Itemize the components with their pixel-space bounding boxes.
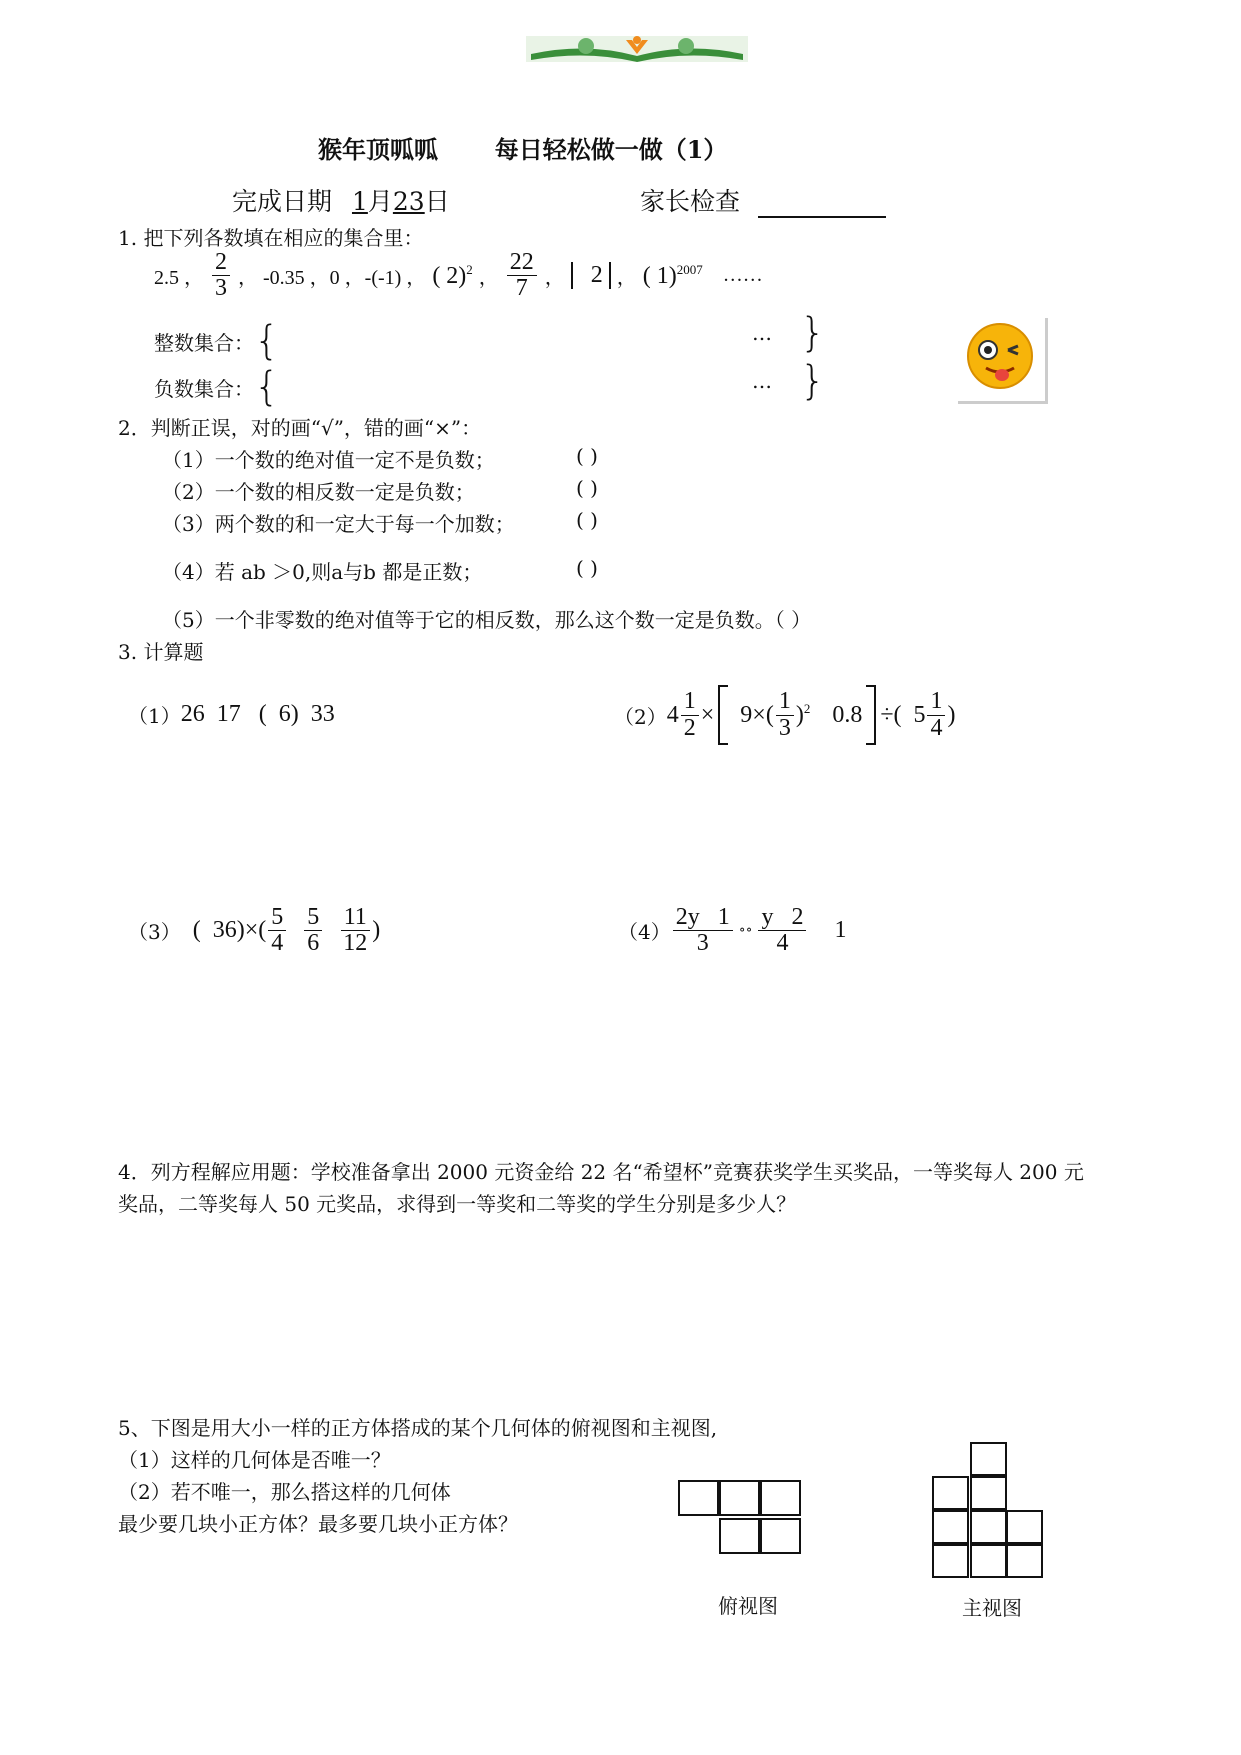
front-view-cell	[970, 1544, 1007, 1578]
q2-answer-1[interactable]: ( )	[576, 444, 598, 468]
frac-22-7: $\frac{22}{7}$	[507, 250, 537, 301]
right-brace: }	[800, 310, 826, 356]
date-row	[232, 182, 450, 218]
num-list: ， -0.35 ，0 ，-(-1) ，	[238, 267, 427, 290]
top-view-cell	[719, 1480, 760, 1516]
front-view-cell	[970, 1476, 1007, 1510]
frac-1-2: $\frac{1}{2}$	[681, 689, 699, 740]
negative-set-end	[752, 358, 825, 404]
parent-check-blank[interactable]	[758, 187, 886, 218]
frac-y-2: $\frac{y 2}{4}$	[758, 905, 806, 956]
frac-1-3: $\frac{1}{3}$	[776, 689, 794, 740]
front-view-cell	[932, 1476, 969, 1510]
q2-item-5: （5）一个非零数的绝对值等于它的相反数，那么这个数一定是负数。（ ）	[162, 608, 812, 632]
q4-line-2: 奖品，二等奖每人 50 元奖品，求得到一等奖和二等奖的学生分别是多少人？	[118, 1192, 797, 1216]
left-brace: {	[254, 364, 280, 410]
num-0-8: 0.8	[832, 701, 863, 728]
symbol-dots: ∘∘	[738, 923, 753, 939]
top-view-cell	[760, 1518, 801, 1554]
num-2-5: 2.5 ，	[154, 267, 204, 290]
expr-9: 9×(	[740, 701, 774, 728]
divide: ÷( 5	[880, 701, 926, 728]
expr-1: 26 17 ( 6) 33	[180, 701, 335, 727]
front-view-diagram	[932, 1442, 1044, 1578]
front-view-cell	[1006, 1544, 1043, 1578]
winking-face-icon	[958, 318, 1048, 404]
top-view-cell	[678, 1480, 719, 1516]
neg1-pow: ( 1)$^{2007}$	[642, 261, 703, 289]
comma: ，	[616, 267, 637, 290]
abs-2: 2	[571, 262, 611, 289]
integer-set-label: 整数集合：	[154, 330, 254, 355]
integer-set-end	[752, 310, 825, 356]
right-brace: }	[800, 358, 826, 404]
q2-answer-4[interactable]: ( )	[576, 556, 598, 580]
part-label: （4）	[618, 920, 671, 945]
date-label: 完成日期	[232, 187, 333, 216]
q3-part-4	[618, 905, 846, 956]
part-label: （3）	[128, 920, 181, 945]
left-brace: {	[254, 318, 280, 364]
bracket-left	[718, 685, 728, 745]
top-view-diagram	[678, 1480, 808, 1566]
front-view-label: 主视图	[962, 1596, 1022, 1620]
q5-line-3: （2）若不唯一，那么搭这样的几何体	[118, 1480, 451, 1504]
frac-5-4: $\frac{5}{4}$	[268, 905, 286, 956]
comma: ，	[478, 267, 499, 290]
title-right: 每日轻松做一做（1）	[494, 135, 728, 164]
q4-line-1: 4．列方程解应用题：学校准备拿出 2000 元资金给 22 名“希望杯”竞赛获奖学生买奖品，一等奖每人 200 元	[118, 1160, 1084, 1184]
ellipsis: ……	[722, 264, 763, 287]
front-view-cell	[932, 1544, 969, 1578]
top-view-label: 俯视图	[718, 1594, 778, 1618]
rhs-1: 1	[834, 917, 847, 944]
q5-line-1: 5、下图是用大小一样的正方体搭成的某个几何体的俯视图和主视图,	[118, 1416, 718, 1440]
q2-item-1: （1）一个数的绝对值一定不是负数；	[162, 448, 495, 472]
frac-2y-1: $\frac{2y 1}{3}$	[673, 905, 733, 956]
q1-prompt: 1. 把下列各数填在相应的集合里：	[118, 226, 424, 250]
paren-squared: )$^2$	[795, 701, 811, 728]
ellipsis: …	[752, 369, 772, 393]
q2-item-3: （3）两个数的和一定大于每一个加数；	[162, 512, 515, 536]
times: ×	[700, 701, 715, 728]
title-row	[318, 130, 727, 165]
q2-item-2: （2）一个数的相反数一定是负数；	[162, 480, 475, 504]
negative-set-label: 负数集合：	[154, 376, 254, 401]
q3-part-1	[128, 700, 335, 729]
expr-36: ( 36)×(	[192, 917, 267, 944]
day-char: 日	[424, 187, 450, 216]
date-day: 23	[392, 187, 425, 216]
q2-answer-3[interactable]: ( )	[576, 508, 598, 532]
parent-check-label: 家长检查	[640, 187, 741, 216]
q3-prompt: 3. 计算题	[118, 640, 204, 664]
q5-line-4: 最少要几块小正方体？最多要几块小正方体？	[118, 1512, 518, 1536]
front-view-cell	[970, 1510, 1007, 1544]
month-char: 月	[367, 187, 393, 216]
part-label: （2）	[614, 704, 667, 729]
top-view-cell	[719, 1518, 760, 1554]
part-label: （1）	[128, 704, 181, 728]
q1-numbers	[154, 250, 763, 301]
title-left: 猴年顶呱呱	[318, 135, 438, 164]
q3-part-2	[614, 685, 955, 745]
q2-prompt: 2．判断正误，对的画“√”，错的画“×”：	[118, 416, 482, 440]
front-view-cell	[1006, 1510, 1043, 1544]
q2-answer-2[interactable]: ( )	[576, 476, 598, 500]
top-view-cell	[760, 1480, 801, 1516]
frac-5-6: $\frac{5}{6}$	[304, 905, 322, 956]
ellipsis: …	[752, 321, 772, 345]
frac-2-3: $\frac{2}{3}$	[212, 250, 230, 301]
q3-part-3	[128, 905, 380, 956]
q5-line-2: （1）这样的几何体是否唯一？	[118, 1448, 391, 1472]
negative-set-row	[154, 364, 279, 410]
frac-1-4: $\frac{1}{4}$	[927, 689, 945, 740]
integer-set-row	[154, 318, 279, 364]
parent-check	[640, 182, 886, 218]
front-view-cell	[932, 1510, 969, 1544]
close-paren: )	[372, 917, 381, 944]
comma: ，	[544, 267, 565, 290]
date-month: 1	[351, 187, 368, 216]
whole-4: 4	[666, 701, 679, 728]
q2-item-4: （4）若 ab ＞0,则a与b 都是正数；	[162, 560, 483, 584]
frac-11-12: $\frac{11}{12}$	[340, 905, 370, 956]
bracket-right	[866, 685, 876, 745]
neg2-squared: ( 2)$^2$	[432, 261, 473, 289]
front-view-cell	[970, 1442, 1007, 1476]
close-paren: )	[947, 701, 956, 728]
header-logo	[526, 34, 748, 64]
